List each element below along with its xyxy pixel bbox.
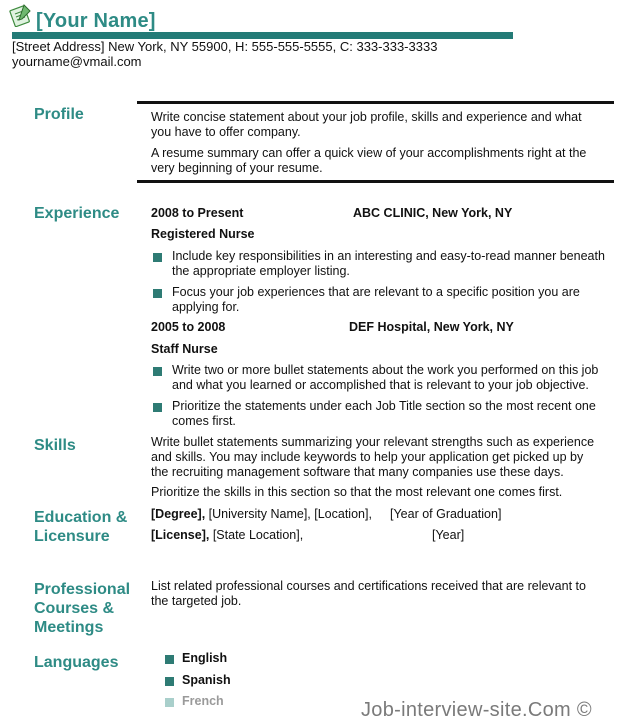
language-item: French <box>182 694 224 708</box>
section-heading-profile: Profile <box>34 106 84 123</box>
profile-top-rule <box>137 101 614 104</box>
education-row-degree <box>151 507 372 522</box>
courses-paragraph: List related professional courses and certifications received that are relevant to the targeted job. <box>151 579 586 608</box>
job-1-employer: ABC CLINIC, New York, NY <box>353 206 513 220</box>
license-label: [License], <box>151 528 210 542</box>
language-item: English <box>182 651 228 665</box>
header-accent-bar <box>12 32 513 39</box>
skills-paragraph-2: Prioritize the skills in this section so that the most relevant one comes first. <box>151 485 563 499</box>
bullet-square-icon <box>165 698 174 707</box>
job-1-bullet-1: Include key responsibilities in an interesting and easy-to-read manner beneath the appropriate employer listing. <box>172 249 605 278</box>
section-heading-experience: Experience <box>34 205 120 222</box>
section-heading-languages: Languages <box>34 654 119 671</box>
job-2-bullet-1: Write two or more bullet statements about the work you performed on this job and what you learned or accomplished that is relevant to your job objective. <box>172 363 599 392</box>
courses-heading-line-3: Meetings <box>34 619 104 636</box>
section-heading-courses <box>34 580 130 637</box>
job-2-dates: 2005 to 2008 <box>151 320 226 334</box>
license-year: [Year] <box>432 528 465 542</box>
job-1-bullet-2: Focus your job experiences that are relevant to a specific position you are applying for. <box>172 285 580 314</box>
university-location: [University Name], [Location], <box>205 507 372 521</box>
degree-label: [Degree], <box>151 507 206 521</box>
profile-paragraph-1: Write concise statement about your job profile, skills and experience and what you have to offer company. <box>151 110 582 139</box>
bullet-square-icon <box>153 253 162 262</box>
profile-paragraph-2: A resume summary can offer a quick view of your accomplishments right at the very beginning of your resume. <box>151 146 587 175</box>
bullet-square-icon <box>153 403 162 412</box>
education-heading-line-2: Licensure <box>34 528 110 545</box>
email-address: yourname@vmail.com <box>12 54 142 69</box>
job-1-dates: 2008 to Present <box>151 206 244 220</box>
profile-bottom-rule <box>137 180 614 183</box>
address-line: [Street Address] New York, NY 55900, H: 555-555-5555, C: 333-333-3333 <box>12 39 438 54</box>
bullet-square-icon <box>165 655 174 664</box>
section-heading-skills: Skills <box>34 437 76 454</box>
job-2-title: Staff Nurse <box>151 342 218 356</box>
candidate-name: [Your Name] <box>36 10 156 32</box>
bullet-square-icon <box>153 367 162 376</box>
courses-heading-line-2: Courses & <box>34 600 115 617</box>
job-1-title: Registered Nurse <box>151 227 255 241</box>
section-heading-education <box>34 508 127 546</box>
state-location: [State Location], <box>209 528 304 542</box>
graduation-year: [Year of Graduation] <box>390 507 502 521</box>
bullet-square-icon <box>165 677 174 686</box>
courses-heading-line-1: Professional <box>34 581 131 598</box>
watermark: Job-interview-site.Com © <box>361 699 592 721</box>
education-heading-line-1: Education & <box>34 509 128 526</box>
job-2-employer: DEF Hospital, New York, NY <box>349 320 514 334</box>
job-2-bullet-2: Prioritize the statements under each Job Title section so the most recent one comes first. <box>172 399 596 428</box>
resume-logo-icon <box>9 3 33 27</box>
language-item: Spanish <box>182 673 231 687</box>
bullet-square-icon <box>153 289 162 298</box>
education-row-license <box>151 528 303 543</box>
skills-paragraph-1: Write bullet statements summarizing your relevant strengths such as experience and skills. You may include keywords to help your application get picked up by the recruiting management software that many companies use these days. <box>151 435 595 479</box>
